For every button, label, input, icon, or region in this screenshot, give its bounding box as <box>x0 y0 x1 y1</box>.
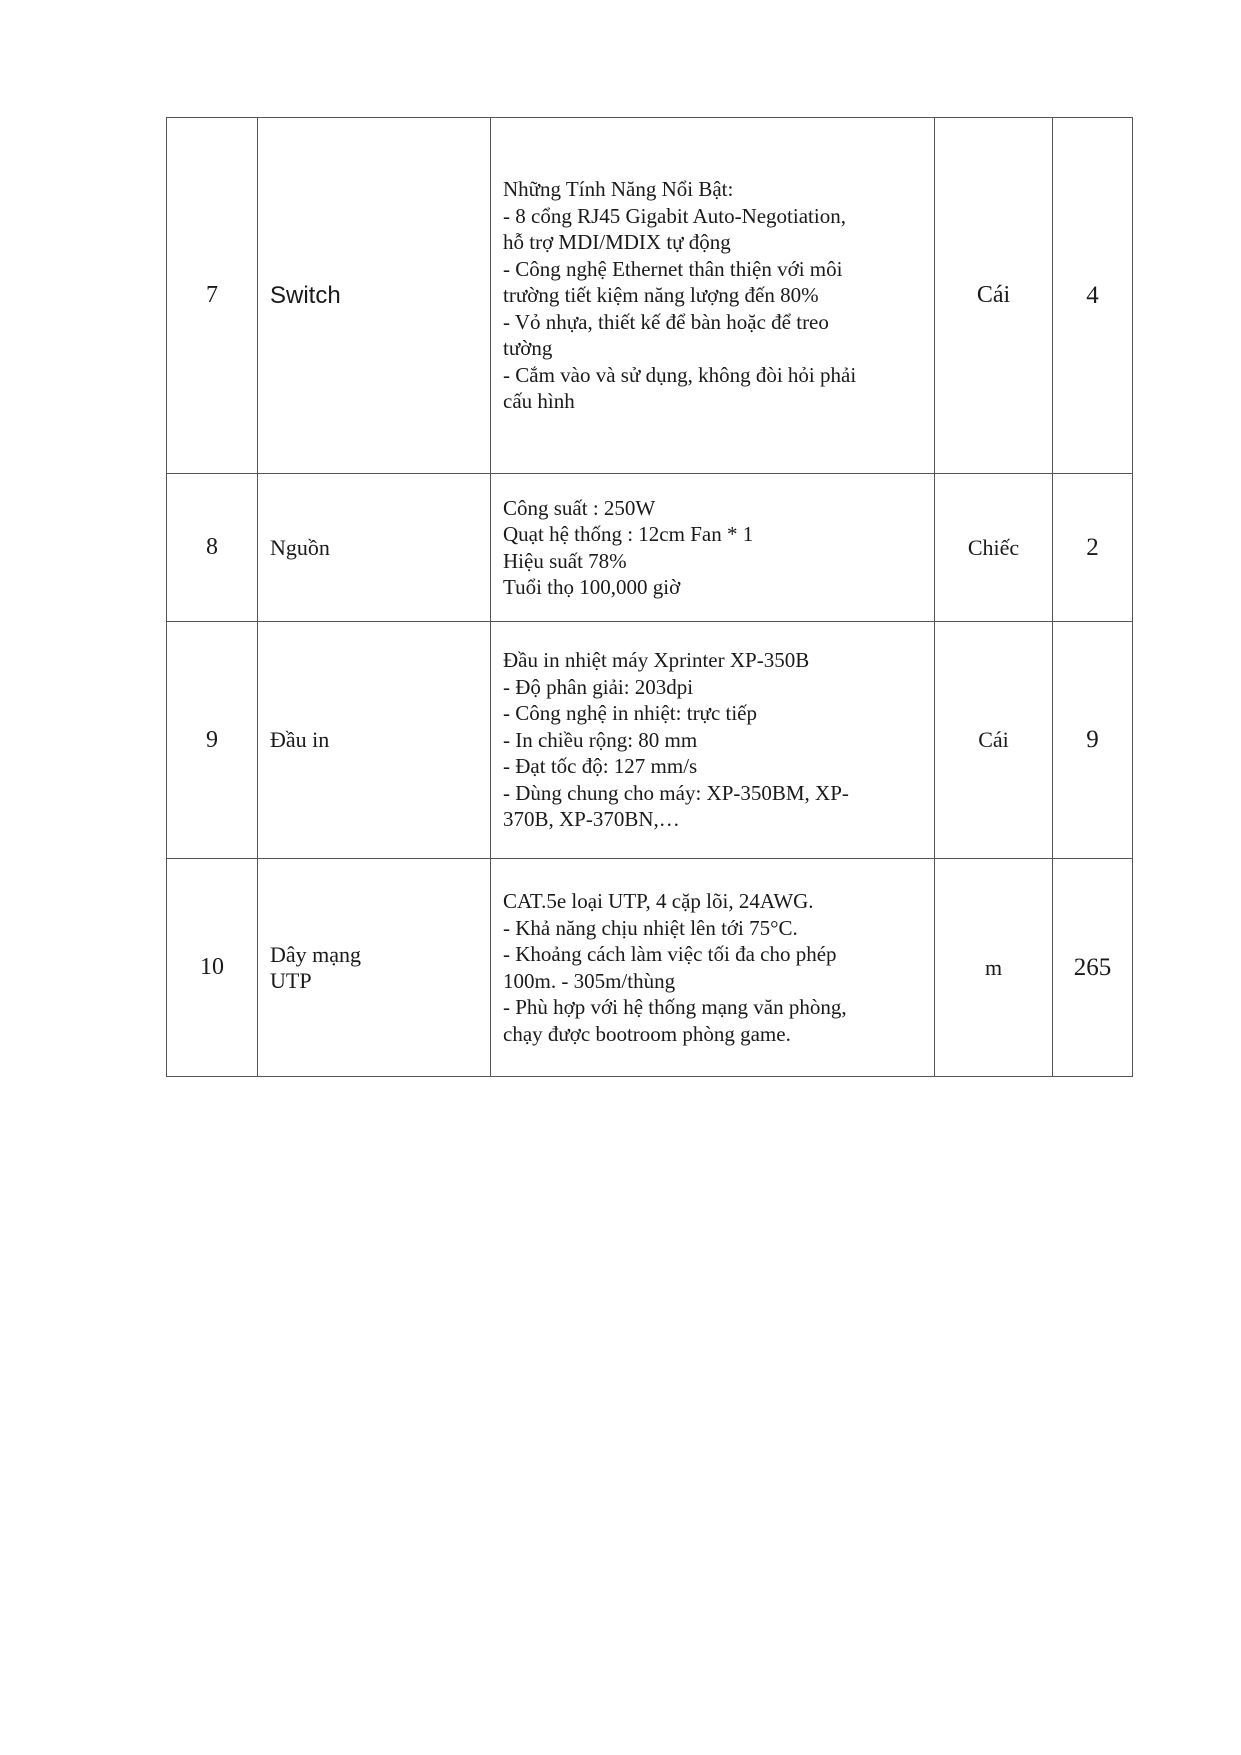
item-description <box>491 474 935 622</box>
description-line: Quạt hệ thống : 12cm Fan * 1 <box>503 522 754 546</box>
row-number: 9 <box>167 622 258 859</box>
description-line: Tuổi thọ 100,000 giờ <box>503 575 681 599</box>
description-line: - 8 cổng RJ45 Gigabit Auto-Negotiation, <box>503 203 846 228</box>
item-quantity: 9 <box>1053 622 1133 859</box>
item-unit: m <box>935 859 1053 1077</box>
description-line: Hiệu suất 78% <box>503 548 627 573</box>
item-name-line: Dây mạng <box>270 941 362 967</box>
description-line: cấu hình <box>503 389 575 414</box>
description-line: - Công nghệ Ethernet thân thiện với môi <box>503 256 843 281</box>
item-name-line: Nguồn <box>270 534 330 560</box>
item-unit: Chiếc <box>935 474 1053 622</box>
row-number: 10 <box>167 859 258 1077</box>
item-name-line: Đầu in <box>270 727 330 752</box>
description-line: - Dùng chung cho máy: XP-350BM, XP- <box>503 780 849 805</box>
table-row <box>167 474 1133 622</box>
description-line: CAT.5e loại UTP, 4 cặp lõi, 24AWG. <box>503 889 814 913</box>
description-line: - Khả năng chịu nhiệt lên tới 75°C. <box>503 915 798 940</box>
description-line: - Khoảng cách làm việc tối đa cho phép <box>503 942 837 966</box>
equipment-table <box>166 117 1133 1077</box>
item-name-line: Switch <box>270 281 341 309</box>
description-line: - Đạt tốc độ: 127 mm/s <box>503 754 698 779</box>
table-row <box>167 118 1133 474</box>
item-description <box>491 622 935 859</box>
table-row <box>167 622 1133 859</box>
item-quantity: 265 <box>1053 859 1133 1077</box>
description-line: 370B, XP-370BN,… <box>503 807 680 832</box>
description-line: - Độ phân giải: 203dpi <box>503 674 694 699</box>
description-line: - Phù hợp với hệ thống mạng văn phòng, <box>503 995 847 1019</box>
description-line: - Cắm vào và sử dụng, không đòi hỏi phải <box>503 362 857 387</box>
item-name <box>258 859 491 1077</box>
description-line: Đầu in nhiệt máy Xprinter XP-350B <box>503 648 810 673</box>
table-row <box>167 859 1133 1077</box>
description-line: trường tiết kiệm năng lượng đến 80% <box>503 283 819 308</box>
description-line: hỗ trợ MDI/MDIX tự động <box>503 230 731 255</box>
description-line: Những Tính Năng Nổi Bật: <box>503 177 734 202</box>
item-quantity: 2 <box>1053 474 1133 622</box>
row-number: 7 <box>167 118 258 474</box>
description-line: tường <box>503 336 553 361</box>
item-name <box>258 474 491 622</box>
description-line: - In chiều rộng: 80 mm <box>503 727 698 752</box>
description-line: - Công nghệ in nhiệt: trực tiếp <box>503 701 757 726</box>
item-name-line: UTP <box>270 967 312 993</box>
row-number: 8 <box>167 474 258 622</box>
item-unit: Cái <box>935 118 1053 474</box>
item-name <box>258 118 491 474</box>
item-description <box>491 118 935 474</box>
item-name <box>258 622 491 859</box>
description-line: 100m. - 305m/thùng <box>503 968 676 993</box>
description-line: - Vỏ nhựa, thiết kế để bàn hoặc để treo <box>503 309 829 334</box>
description-line: Công suất : 250W <box>503 495 656 520</box>
item-quantity: 4 <box>1053 118 1133 474</box>
description-line: chạy được bootroom phòng game. <box>503 1021 791 1046</box>
item-description <box>491 859 935 1077</box>
item-unit: Cái <box>935 622 1053 859</box>
